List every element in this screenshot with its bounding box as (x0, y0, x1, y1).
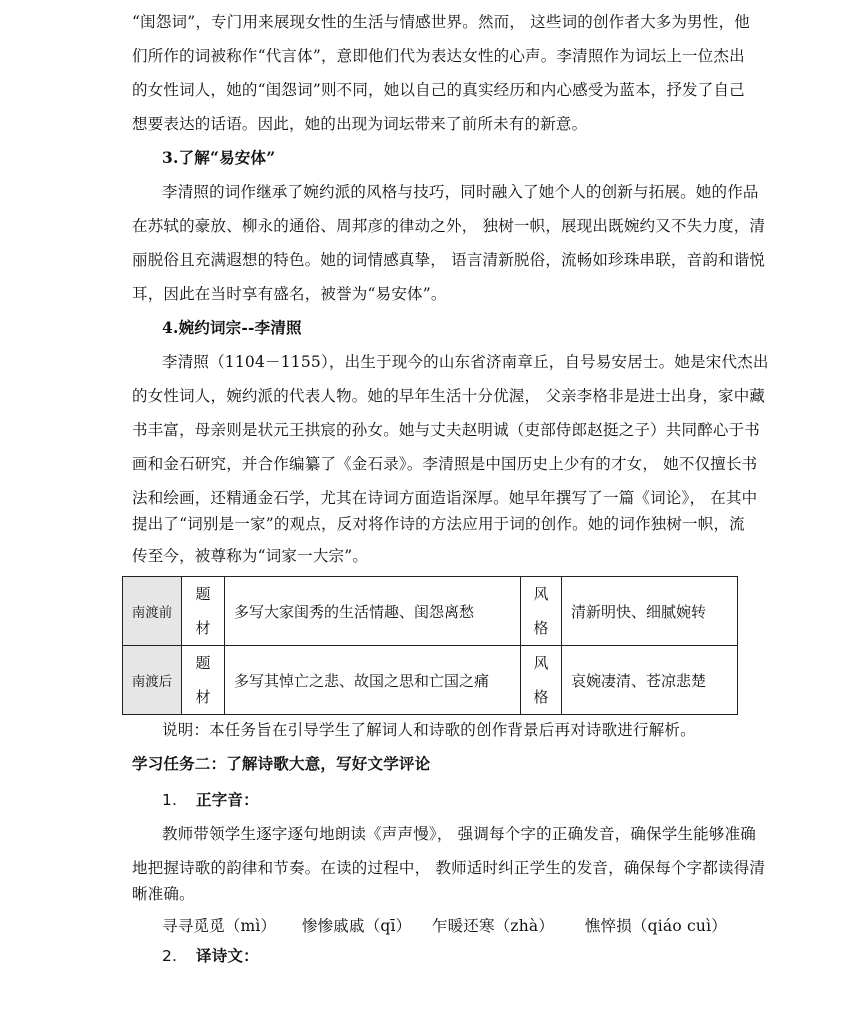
paragraph-line: 们所作的词被称作“代言体”，意即他们代为表达女性的心声。李清照作为词坛上一位杰出 (132, 47, 745, 65)
label-char: 格 (533, 619, 549, 637)
paragraph-line: 耳，因此在当时享有盛名，被誉为“易安体”。 (132, 285, 447, 303)
list-number: 2. (162, 947, 178, 965)
paragraph-line: 法和绘画，还精通金石学，尤其在诗词方面造诣深厚。她早年撰写了一篇《词论》， 在其中 (132, 489, 758, 507)
label-char: 风 (533, 654, 549, 672)
label-char: 题 (195, 654, 211, 672)
paragraph-line: 画和金石研究，并合作编纂了《金石录》。李清照是中国历史上少有的才女， 她不仅擅长书 (132, 455, 758, 473)
paragraph-line: 晰准确。 (132, 885, 195, 903)
list-item (162, 946, 742, 966)
paragraph-line: 提出了“词别是一家”的观点，反对将作诗的方法应用于词的创作。她的词作独树一帜，流 (132, 515, 745, 533)
paragraph-line: 地把握诗歌的韵律和节奏。在读的过程中， 教师适时纠正学生的发音，确保每个字都读得清 (132, 859, 766, 877)
subject-label-cell (182, 577, 225, 646)
label-char: 材 (195, 688, 211, 706)
paragraph-line: “闺怨词”，专门用来展现女性的生活与情感世界。然而， 这些词的创作者大多为男性，他 (132, 13, 750, 31)
paragraph-line: 李清照（1104－1155），出生于现今的山东省济南章丘，自号易安居士。她是宋代杰出 (162, 353, 769, 371)
section-heading: 3.了解“易安体” (162, 148, 276, 167)
pronunciation-line: 寻寻觅觅（mì） 惨惨戚戚（qī） 乍暖还寒（zhà） 憔悴损（qiáo cuì） (162, 917, 727, 935)
paragraph-line: 教师带领学生逐字逐句地朗读《声声慢》， 强调每个字的正确发音，确保学生能够准确 (162, 825, 756, 843)
table-row (123, 646, 738, 715)
subject-label-cell (182, 646, 225, 715)
table-row (123, 577, 738, 646)
paragraph-line: 李清照的词作继承了婉约派的风格与技巧，同时融入了她个人的创新与拓展。她的作品 (162, 183, 759, 201)
list-label: 正字音： (196, 790, 259, 809)
style-label-cell (521, 577, 562, 646)
note-text: 说明：本任务旨在引导学生了解词人和诗歌的创作背景后再对诗歌进行解析。 (162, 721, 696, 739)
label-char: 题 (195, 585, 211, 603)
list-label: 译诗文： (196, 946, 259, 965)
style-cell: 哀婉凄清、苍凉悲楚 (562, 646, 738, 715)
list-number: 1. (162, 791, 178, 809)
era-cell: 南渡前 (123, 577, 182, 646)
paragraph-line: 丽脱俗且充满遐想的特色。她的词情感真挚， 语言清新脱俗，流畅如珍珠串联，音韵和谐悦 (132, 251, 766, 269)
paragraph-line: 的女性词人，婉约派的代表人物。她的早年生活十分优渥， 父亲李格非是进士出身，家中藏 (132, 387, 766, 405)
paragraph-line: 想要表达的话语。因此，她的出现为词坛带来了前所未有的新意。 (132, 115, 588, 133)
list-item (162, 790, 742, 810)
task-title: 学习任务二：了解诗歌大意，写好文学评论 (132, 754, 431, 773)
comparison-table (122, 576, 738, 715)
subject-cell: 多写其悼亡之悲、故国之思和亡国之痛 (225, 646, 521, 715)
era-cell: 南渡后 (123, 646, 182, 715)
label-char: 格 (533, 688, 549, 706)
paragraph-line: 在苏轼的豪放、柳永的通俗、周邦彦的律动之外， 独树一帜，展现出既婉约又不失力度，清 (132, 217, 766, 235)
paragraph-line: 传至今，被尊称为“词家一大宗”。 (132, 547, 369, 565)
label-char: 风 (533, 585, 549, 603)
paragraph-line: 的女性词人，她的“闺怨词”则不同，她以自己的真实经历和内心感受为蓝本，抒发了自己 (132, 81, 745, 99)
paragraph-line: 书丰富，母亲则是状元王拱宸的孙女。她与丈夫赵明诚（吏部侍郎赵挺之子）共同醉心于书 (132, 421, 761, 439)
style-label-cell (521, 646, 562, 715)
label-char: 材 (195, 619, 211, 637)
subject-cell: 多写大家闺秀的生活情趣、闺怨离愁 (225, 577, 521, 646)
section-heading: 4.婉约词宗--李清照 (162, 318, 302, 337)
style-cell: 清新明快、细腻婉转 (562, 577, 738, 646)
